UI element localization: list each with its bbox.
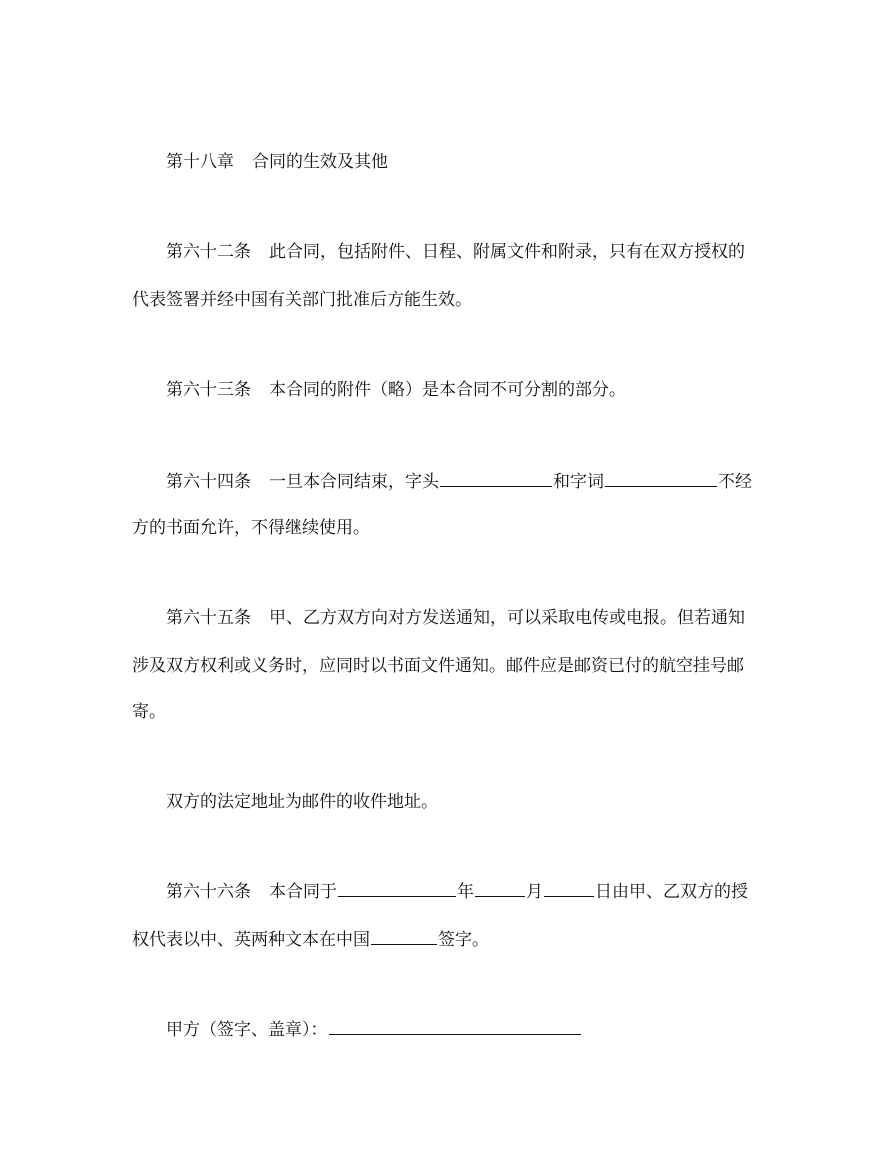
article-64-text-4: 方的书面允许，不得继续使用。 bbox=[132, 518, 370, 538]
article-66-line-1 bbox=[166, 878, 748, 904]
trade-word-blank[interactable] bbox=[605, 468, 717, 487]
article-64-text-1: 一旦本合同结束，字头 bbox=[269, 472, 439, 492]
chapter-heading bbox=[166, 150, 388, 174]
article-62-line-1 bbox=[166, 240, 745, 264]
chapter-number: 第十八章 bbox=[166, 152, 234, 172]
signing-place-blank[interactable] bbox=[371, 926, 437, 945]
article-65-line-3 bbox=[132, 700, 166, 724]
article-65-line-2 bbox=[132, 654, 744, 678]
day-blank[interactable] bbox=[544, 878, 594, 897]
article-65-line-1 bbox=[166, 606, 745, 630]
article-62-text-2: 代表签署并经中国有关部门批准后方能生效。 bbox=[132, 290, 472, 310]
article-64-number: 第六十四条 bbox=[166, 472, 251, 492]
article-62-line-2 bbox=[132, 288, 472, 312]
party-a-signature-blank[interactable] bbox=[329, 1016, 581, 1035]
chapter-title: 合同的生效及其他 bbox=[252, 152, 388, 172]
article-64-text-3: 不经 bbox=[718, 472, 752, 492]
article-66-text-1: 本合同于 bbox=[269, 882, 337, 902]
article-64-text-2: 和字词 bbox=[553, 472, 604, 492]
article-63 bbox=[166, 378, 626, 402]
address-note-text: 双方的法定地址为邮件的收件地址。 bbox=[166, 792, 438, 812]
article-63-number: 第六十三条 bbox=[166, 380, 251, 400]
article-66-month-label: 月 bbox=[526, 882, 543, 902]
party-a-label: 甲方（签字、盖章）： bbox=[166, 1020, 328, 1040]
article-62-text-1: 此合同，包括附件、日程、附属文件和附录，只有在双方授权的 bbox=[269, 242, 745, 262]
article-65-number: 第六十五条 bbox=[166, 608, 251, 628]
article-65-text-2: 涉及双方权利或义务时，应同时以书面文件通知。邮件应是邮资已付的航空挂号邮 bbox=[132, 656, 744, 676]
article-66-line-2 bbox=[132, 926, 489, 952]
article-64-line-1 bbox=[166, 468, 752, 494]
article-66-text-4: 签字。 bbox=[438, 930, 489, 950]
article-66-text-2: 日由甲、乙双方的授 bbox=[595, 882, 748, 902]
article-66-year-label: 年 bbox=[457, 882, 474, 902]
article-65-text-1: 甲、乙方双方向对方发送通知，可以采取电传或电报。但若通知 bbox=[269, 608, 745, 628]
month-blank[interactable] bbox=[475, 878, 525, 897]
address-note bbox=[166, 790, 438, 814]
article-62-number: 第六十二条 bbox=[166, 242, 251, 262]
article-65-text-3: 寄。 bbox=[132, 702, 166, 722]
article-64-line-2 bbox=[132, 516, 370, 540]
article-66-number: 第六十六条 bbox=[166, 882, 251, 902]
article-63-text: 本合同的附件（略）是本合同不可分割的部分。 bbox=[269, 380, 626, 400]
party-a-signature-line bbox=[166, 1016, 582, 1042]
trade-name-blank[interactable] bbox=[440, 468, 552, 487]
year-blank[interactable] bbox=[338, 878, 456, 897]
article-66-text-3: 权代表以中、英两种文本在中国 bbox=[132, 930, 370, 950]
